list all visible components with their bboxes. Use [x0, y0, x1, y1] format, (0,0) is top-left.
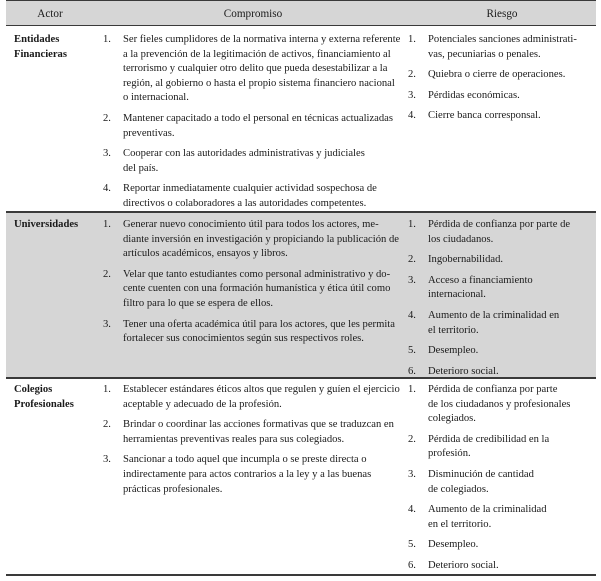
item-number: 1. — [103, 219, 111, 230]
item-number: 4. — [408, 309, 416, 321]
compromiso-item — [103, 33, 403, 106]
item-text-line: Desempleo. — [428, 345, 479, 357]
item-number: 1. — [408, 384, 416, 395]
compromiso-item — [103, 418, 403, 447]
riesgo-item — [408, 89, 588, 104]
riesgo-list-1 — [408, 33, 588, 130]
item-text-line: Aumento de la criminalidad — [428, 504, 547, 516]
item-number: 6. — [408, 365, 416, 377]
item-text-line: preventivas. — [123, 127, 175, 139]
item-text-line: cente cuenten con una formación humanística y ética útil como — [123, 283, 391, 295]
item-text-line: Cierre banca corresponsal. — [428, 110, 541, 122]
item-text-line: los ciudadanos. — [428, 233, 494, 245]
compromiso-list-1 — [103, 33, 403, 218]
header-compromiso: Compromiso — [223, 8, 283, 20]
item-text-line: Mantener capacitado a todo el personal en técnicas actualizadas — [123, 112, 394, 124]
item-text-line: Velar que tanto estudiantes como personal administrativo y do- — [123, 268, 391, 280]
compromiso-item — [103, 218, 403, 262]
item-text-line: herramientas preventivas reales para sus colegiados. — [123, 433, 345, 445]
item-number: 2. — [103, 268, 111, 280]
item-text-line: Potenciales sanciones administrati- — [428, 34, 577, 45]
item-number: 1. — [408, 34, 416, 45]
item-text-line: Sancionar a todo aquel que incumpla o se preste directa o — [123, 454, 367, 466]
riesgo-item — [408, 468, 588, 497]
item-number: 4. — [408, 110, 416, 122]
item-number: 2. — [103, 112, 111, 124]
riesgo-item — [408, 218, 588, 247]
item-number: 5. — [408, 345, 416, 357]
riesgo-item — [408, 383, 588, 427]
riesgo-item — [408, 503, 588, 532]
actor-universidades — [14, 218, 78, 233]
item-number: 2. — [408, 254, 416, 266]
actor-line: Profesionales — [14, 398, 74, 410]
item-text-line: profesión. — [428, 448, 471, 460]
header-actor: Actor — [37, 8, 63, 20]
item-text-line: del país. — [123, 162, 159, 174]
item-text-line: prácticas profesionales. — [123, 483, 223, 495]
item-text-line: el territorio. — [428, 324, 479, 336]
item-number: 3. — [103, 454, 111, 466]
compromiso-list-2 — [103, 218, 403, 353]
item-number: 5. — [408, 539, 416, 551]
item-text-line: Ser fieles cumplidores de la normativa interna y externa referente — [123, 34, 401, 45]
item-number: 3. — [103, 148, 111, 160]
item-number: 2. — [408, 69, 416, 81]
item-text-line: Ingobernabilidad. — [428, 254, 504, 266]
item-text-line: fortalecer sus conocimientos según sus respectivos roles. — [123, 333, 364, 345]
actor-line: Colegios — [14, 384, 53, 395]
actor-line: Entidades — [14, 34, 60, 45]
item-number: 3. — [408, 468, 416, 480]
item-text-line: terrorismo y cualquier otro delito que pueda desestabilizar a la — [123, 63, 388, 75]
riesgo-item — [408, 309, 588, 338]
item-number: 1. — [408, 219, 416, 230]
riesgo-item — [408, 253, 588, 268]
compromiso-item — [103, 318, 403, 347]
item-number: 1. — [103, 384, 111, 395]
item-text-line: diante inversión en investigación y propiciando la publicación de — [123, 233, 399, 245]
item-number: 6. — [408, 559, 416, 571]
item-text-line: Pérdida de confianza por parte de — [428, 219, 571, 230]
riesgo-item — [408, 68, 588, 83]
item-text-line: Tener una oferta académica útil para los actores, que les permita — [123, 318, 395, 330]
compromiso-list-3 — [103, 383, 403, 503]
item-text-line: Desempleo. — [428, 539, 479, 551]
item-text-line: o internacional. — [123, 92, 189, 104]
item-text-line: a la prevención de la legitimación de activos, financiamiento al — [123, 48, 391, 60]
riesgo-item — [408, 274, 588, 303]
item-text-line: Aumento de la criminalidad en — [428, 309, 560, 321]
item-text-line: filtro para lo que se espera de ellos. — [123, 297, 274, 309]
item-text-line: Reportar inmediatamente cualquier actividad sospechosa de — [123, 183, 377, 195]
item-text-line: aceptable y adecuado de la profesión. — [123, 398, 282, 410]
item-number: 4. — [408, 504, 416, 516]
compromiso-item — [103, 112, 403, 141]
header-riesgo: Riesgo — [486, 8, 518, 20]
item-text-line: en el territorio. — [428, 518, 492, 530]
item-number: 2. — [408, 433, 416, 445]
actor-colegios-profesionales — [14, 383, 74, 412]
item-text-line: colegiados. — [428, 413, 476, 425]
item-text-line: Generar nuevo conocimiento útil para todos los actores, me- — [123, 219, 379, 230]
row-divider — [6, 211, 596, 213]
item-text-line: Quiebra o cierre de operaciones. — [428, 69, 566, 81]
item-number: 2. — [103, 419, 111, 431]
item-text-line: internacional. — [428, 289, 486, 301]
table-header — [6, 0, 596, 26]
item-text-line: Cooperar con las autoridades administrativas y judiciales — [123, 148, 365, 160]
item-text-line: Brindar o coordinar las acciones formativas que se traduzcan en — [123, 419, 394, 431]
item-text-line: región, al gobierno o hasta el propio sistema financiero nacional — [123, 77, 395, 89]
actor-line: Universidades — [14, 219, 79, 230]
item-text-line: Establecer estándares éticos altos que regulen y guíen el ejercicio — [123, 384, 400, 395]
compromiso-item — [103, 182, 403, 211]
item-number: 3. — [408, 89, 416, 101]
item-number: 3. — [408, 274, 416, 286]
item-text-line: indirectamente para actos contrarios a la ley y a las buenas — [123, 468, 372, 480]
riesgo-item — [408, 559, 588, 574]
item-text-line: Pérdidas económicas. — [428, 89, 520, 101]
riesgo-list-2 — [408, 218, 588, 385]
item-text-line: Disminución de cantidad — [428, 468, 534, 480]
riesgo-list-3 — [408, 383, 588, 580]
item-number: 1. — [103, 34, 111, 45]
item-text-line: de colegiados. — [428, 483, 489, 495]
riesgo-item — [408, 109, 588, 124]
item-text-line: Deterioro social. — [428, 559, 499, 571]
actor-line: Financieras — [14, 48, 67, 60]
table-bottom-rule — [6, 574, 596, 576]
actor-entidades-financieras — [14, 33, 67, 62]
item-number: 3. — [103, 318, 111, 330]
item-number: 4. — [103, 183, 111, 195]
item-text-line: Pérdida de credibilidad en la — [428, 433, 550, 445]
compromiso-item — [103, 383, 403, 412]
item-text-line: Acceso a financiamiento — [428, 274, 533, 286]
compromiso-item — [103, 453, 403, 497]
riesgo-item — [408, 433, 588, 462]
item-text-line: Pérdida de confianza por parte — [428, 384, 558, 395]
riesgo-item — [408, 344, 588, 359]
compromiso-item — [103, 268, 403, 312]
item-text-line: vas, pecuniarias o penales. — [428, 48, 541, 60]
item-text-line: artículos académicos, ensayos y libros. — [123, 248, 288, 260]
item-text-line: de los ciudadanos y profesionales — [428, 398, 571, 410]
riesgo-item — [408, 538, 588, 553]
item-text-line: Deterioro social. — [428, 365, 499, 377]
riesgo-item — [408, 33, 588, 62]
row-divider — [6, 377, 596, 379]
compromiso-item — [103, 147, 403, 176]
item-text-line: directivos o colaboradores a las autoridades competentes. — [123, 197, 367, 209]
